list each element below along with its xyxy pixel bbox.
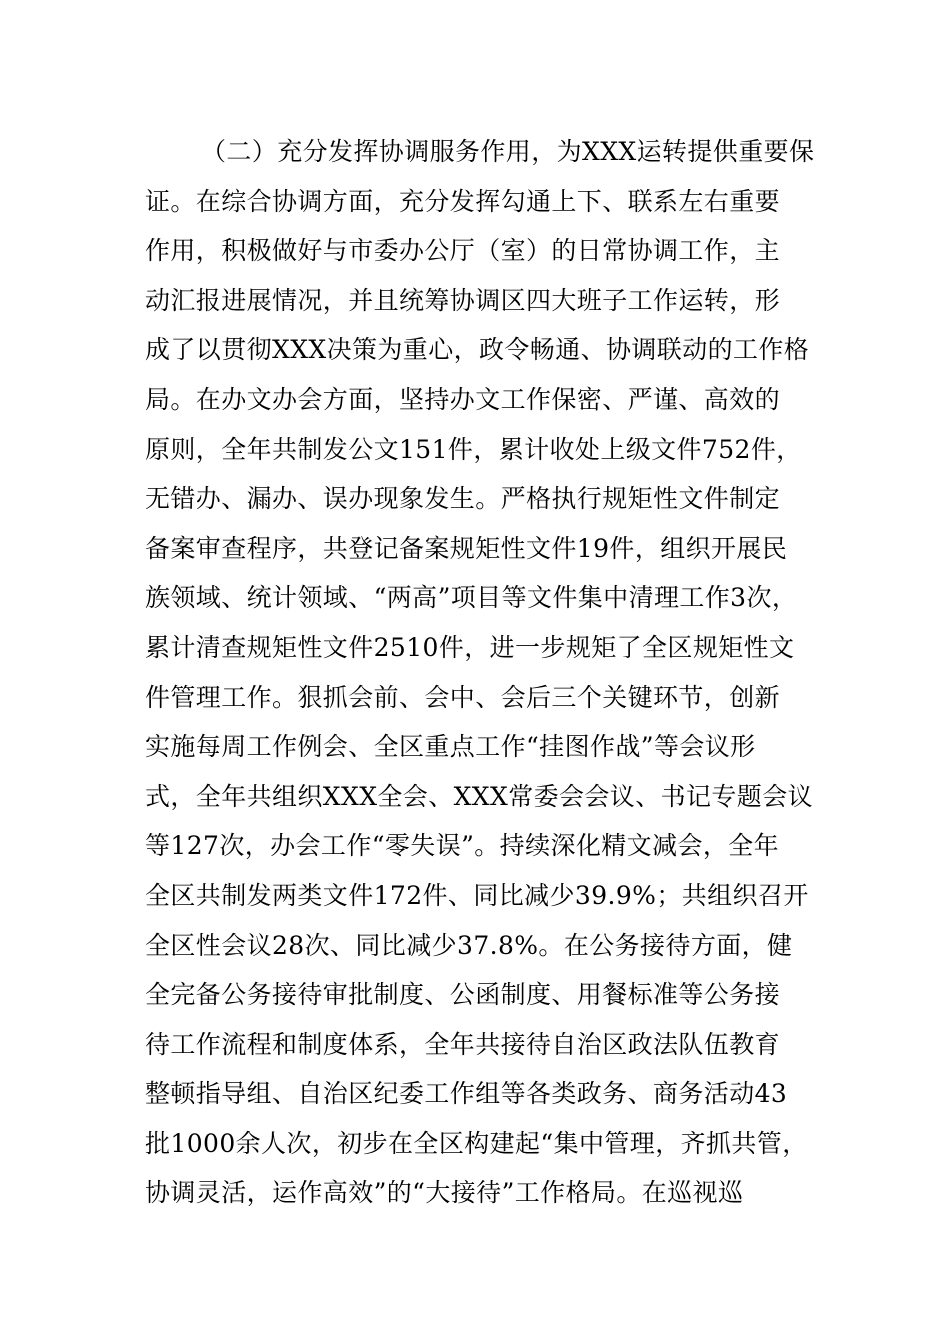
text-line-19: 待工作流程和制度体系，全年共接待自治区政法队伍教育 (145, 1029, 781, 1059)
text-line-9: 备案审查程序，共登记备案规矩性文件19件，组织开展民 (145, 533, 788, 563)
text-line-21: 批1000余人次，初步在全区构建起“集中管理，齐抓共管， (145, 1128, 808, 1158)
text-line-16: 全区共制发两类文件172件、同比减少39.9%；共组织召开 (145, 880, 809, 910)
text-line-11: 累计清查规矩性文件2510件，进一步规矩了全区规矩性文 (145, 632, 795, 662)
text-line-7: 原则，全年共制发公文151件，累计收处上级文件752件， (145, 434, 802, 464)
text-line-2: 证。在综合协调方面，充分发挥勾通上下、联系左右重要 (145, 186, 781, 216)
text-line-14: 式，全年共组织XXX全会、XXX常委会会议、书记专题会议 (145, 781, 813, 811)
text-line-20: 整顿指导组、自治区纪委工作组等各类政务、商务活动43 (145, 1079, 788, 1109)
text-line-17: 全区性会议28次、同比减少37.8%。在公务接待方面，健 (145, 930, 793, 960)
text-line-5: 成了以贯彻XXX决策为重心，政令畅通、协调联动的工作格 (145, 335, 810, 365)
body-paragraph (145, 127, 825, 1218)
text-line-10: 族领域、统计领域、“两高”项目等文件集中清理工作3次， (145, 583, 798, 613)
text-line-15: 等127次，办会工作“零失误”。持续深化精文减会，全年 (145, 831, 780, 861)
text-line-1: （二）充分发挥协调服务作用，为XXX运转提供重要保 (201, 137, 815, 166)
text-line-6: 局。在办文办会方面，坚持办文工作保密、严谨、高效的 (145, 384, 781, 414)
text-line-22: 协调灵活，运作高效”的“大接待”工作格局。在巡视巡 (145, 1178, 744, 1208)
text-line-12: 件管理工作。狠抓会前、会中、会后三个关键环节，创新 (145, 682, 781, 712)
text-line-18: 全完备公务接待审批制度、公函制度、用餐标准等公务接 (145, 980, 781, 1010)
text-line-13: 实施每周工作例会、全区重点工作“挂图作战”等会议形 (145, 732, 756, 762)
text-line-3: 作用，积极做好与市委办公厅（室）的日常协调工作，主 (145, 236, 781, 266)
text-line-8: 无错办、漏办、误办现象发生。严格执行规矩性文件制定 (145, 484, 781, 514)
text-line-4: 动汇报进展情况，并且统筹协调区四大班子工作运转，形 (145, 285, 781, 315)
